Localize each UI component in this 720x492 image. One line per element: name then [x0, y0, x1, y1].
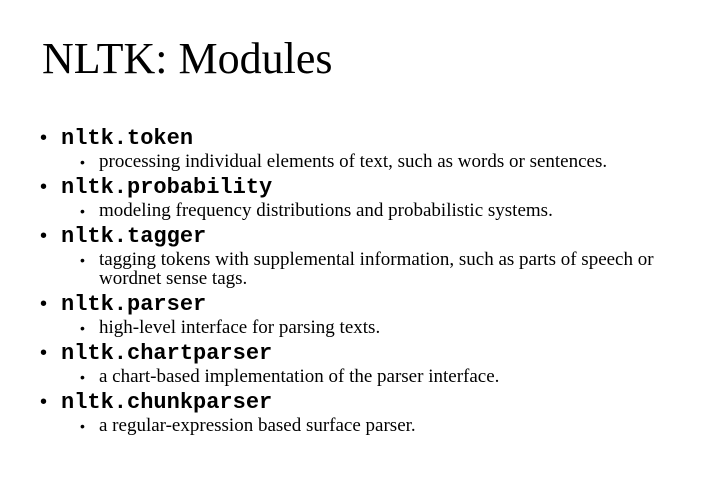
bullet-icon: • [40, 293, 48, 315]
sub-bullet-icon: • [80, 418, 85, 434]
module-list [40, 126, 700, 439]
sub-bullet-icon: • [80, 369, 85, 385]
slide-title: NLTK: Modules [42, 34, 333, 83]
module-description: modeling frequency distributions and probabilistic systems. [99, 200, 553, 221]
bullet-icon: • [40, 225, 48, 247]
module-name: nltk.token [61, 126, 194, 151]
module-name: nltk.chartparser [61, 341, 273, 366]
module-name: nltk.chunkparser [61, 390, 273, 415]
module-item-probability [40, 175, 700, 223]
module-description: tagging tokens with supplemental information, such as parts of speech or wordnet sense tags. [99, 249, 654, 289]
sub-bullet-icon: • [80, 252, 85, 268]
sub-bullet-icon: • [80, 320, 85, 336]
module-description: high-level interface for parsing texts. [99, 317, 381, 338]
module-description: processing individual elements of text, such as words or sentences. [99, 151, 608, 172]
sub-bullet-icon: • [80, 203, 85, 219]
module-item-tagger [40, 224, 700, 291]
bullet-icon: • [40, 342, 48, 364]
bullet-icon: • [40, 391, 48, 413]
module-item-chartparser [40, 341, 700, 389]
module-name: nltk.tagger [61, 224, 207, 249]
bullet-icon: • [40, 176, 48, 198]
module-item-chunkparser [40, 390, 700, 438]
module-name: nltk.probability [61, 175, 273, 200]
module-name: nltk.parser [61, 292, 207, 317]
module-description: a chart-based implementation of the parser interface. [99, 366, 500, 387]
bullet-icon: • [40, 127, 48, 149]
module-description: a regular-expression based surface parser. [99, 415, 416, 436]
module-item-token [40, 126, 700, 174]
module-item-parser [40, 292, 700, 340]
sub-bullet-icon: • [80, 154, 85, 170]
